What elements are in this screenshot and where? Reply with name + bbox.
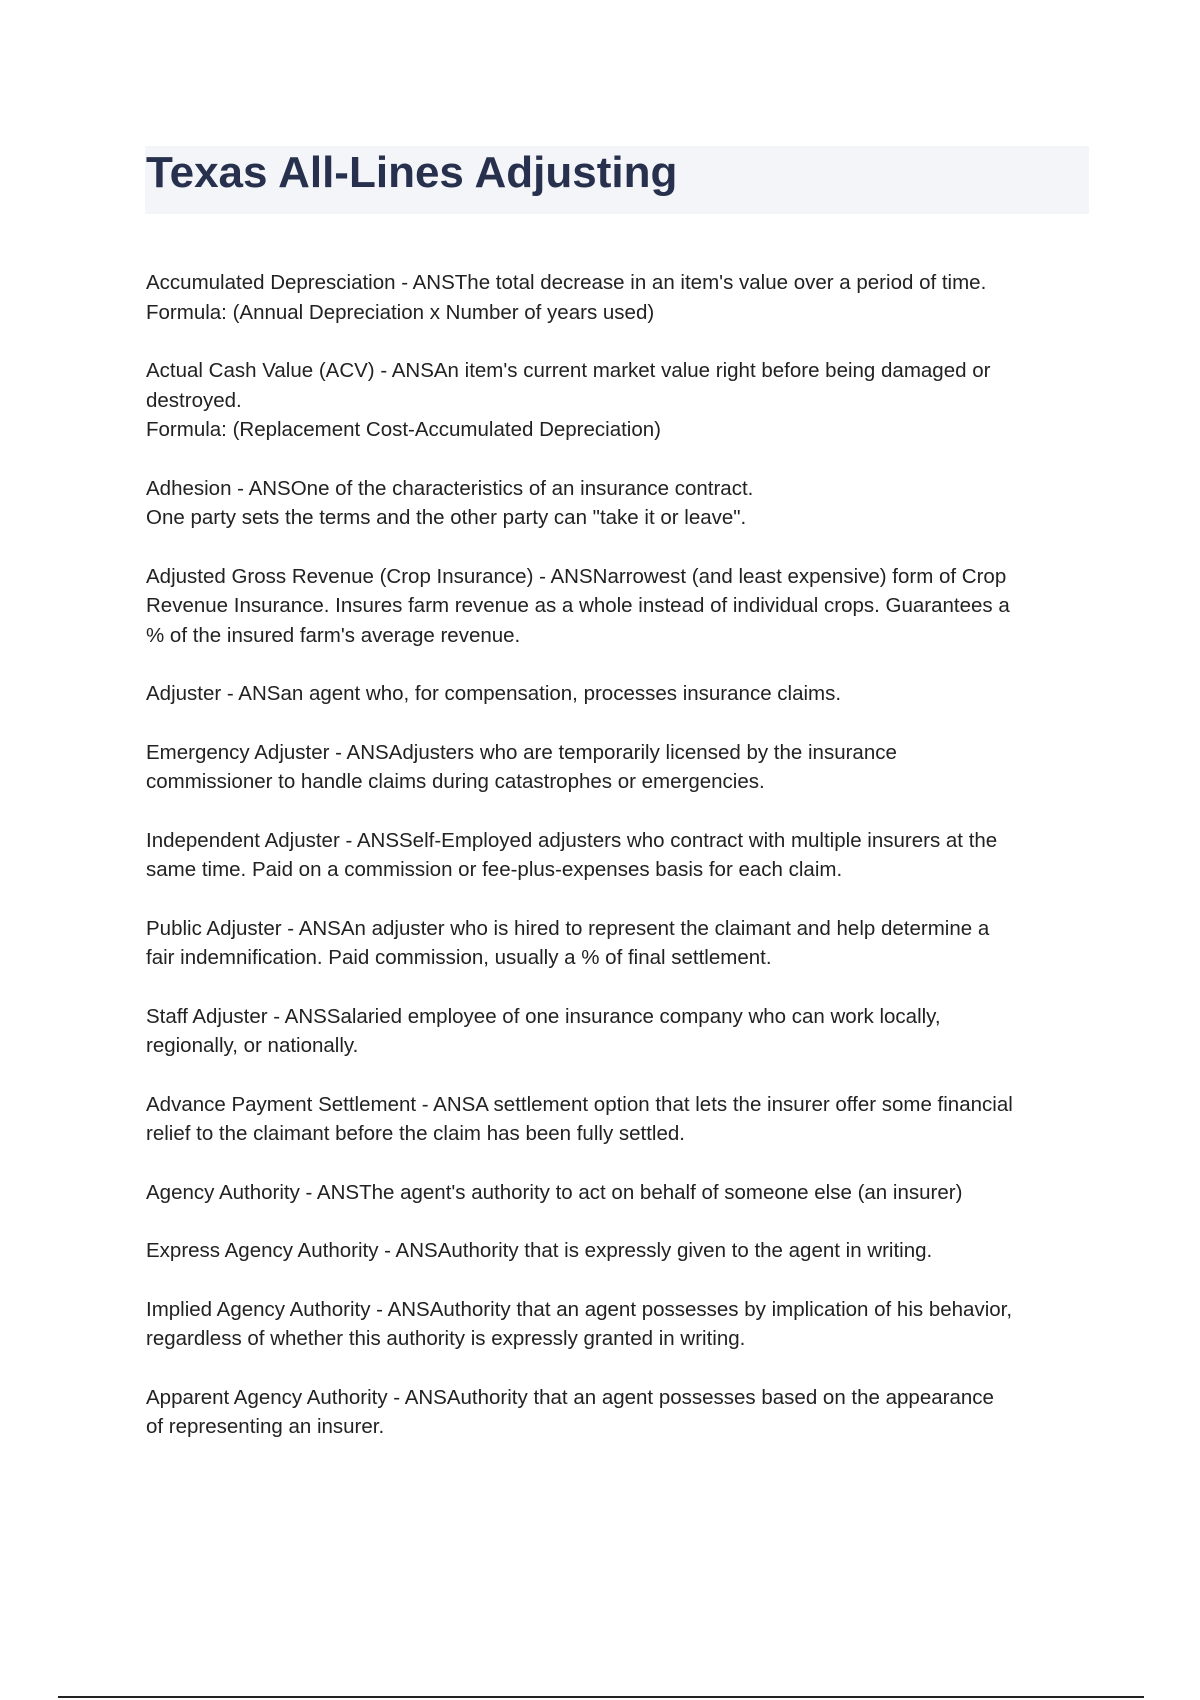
glossary-entry: [146, 826, 1096, 885]
glossary-entry-line: same time. Paid on a commission or fee-plus-expenses basis for each claim.: [146, 858, 843, 881]
glossary-entry: [146, 1002, 1096, 1061]
glossary-entry-line: commissioner to handle claims during catastrophes or emergencies.: [146, 770, 765, 793]
glossary-entry: [146, 914, 1096, 973]
glossary-entry-line: Apparent Agency Authority - ANSAuthority that an agent possesses based on the appearance: [146, 1385, 994, 1409]
glossary-entry-line: Staff Adjuster - ANSSalaried employee of one insurance company who can work locally,: [146, 1004, 941, 1028]
glossary-entry-line: Public Adjuster - ANSAn adjuster who is hired to represent the claimant and help determine a: [146, 916, 990, 940]
glossary-entry-line: Adhesion - ANSOne of the characteristics of an insurance contract.: [146, 476, 754, 500]
glossary-entry-line: Accumulated Depresciation - ANSThe total decrease in an item's value over a period of time.: [146, 271, 987, 294]
glossary-list: [146, 268, 1096, 1471]
glossary-entry-line: of representing an insurer.: [146, 1415, 385, 1438]
glossary-entry: [146, 1236, 1096, 1266]
glossary-entry-line: regionally, or nationally.: [146, 1034, 359, 1057]
glossary-entry-line: Adjusted Gross Revenue (Crop Insurance) - ANSNarrowest (and least expensive) form of Crop: [146, 564, 1007, 588]
glossary-entry-line: % of the insured farm's average revenue.: [146, 623, 521, 647]
glossary-entry: [146, 1383, 1096, 1442]
glossary-entry-line: Formula: (Replacement Cost-Accumulated Depreciation): [146, 418, 661, 441]
glossary-entry-line: Implied Agency Authority - ANSAuthority that an agent possesses by implication of his behavior,: [146, 1297, 1013, 1321]
glossary-entry-line: fair indemnification. Paid commission, usually a % of final settlement.: [146, 946, 772, 969]
glossary-entry: [146, 1295, 1096, 1354]
glossary-entry-line: Advance Payment Settlement - ANSA settlement option that lets the insurer offer some financial: [146, 1092, 1013, 1116]
glossary-entry-line: One party sets the terms and the other party can "take it or leave".: [146, 506, 747, 529]
glossary-entry: [146, 474, 1096, 533]
glossary-entry-line: Adjuster - ANSan agent who, for compensation, processes insurance claims.: [146, 682, 842, 705]
glossary-entry: [146, 268, 1096, 327]
glossary-entry-line: Agency Authority - ANSThe agent's authority to act on behalf of someone else (an insurer): [146, 1180, 963, 1204]
glossary-entry-line: Emergency Adjuster - ANSAdjusters who are temporarily licensed by the insurance: [146, 740, 897, 764]
glossary-entry: [146, 1178, 1096, 1208]
document-title: Texas All-Lines Adjusting: [146, 148, 678, 197]
glossary-entry: [146, 738, 1096, 797]
glossary-entry-line: Express Agency Authority - ANSAuthority that is expressly given to the agent in writing.: [146, 1239, 933, 1262]
glossary-entry-line: Actual Cash Value (ACV) - ANSAn item's current market value right before being damaged or: [146, 359, 991, 382]
glossary-entry-line: regardless of whether this authority is expressly granted in writing.: [146, 1327, 746, 1350]
glossary-entry-line: Independent Adjuster - ANSSelf-Employed adjusters who contract with multiple insurers at the: [146, 828, 998, 852]
page-bottom-rule: [58, 1696, 1144, 1698]
glossary-entry: [146, 356, 1096, 445]
glossary-entry: [146, 562, 1096, 651]
glossary-entry-line: Revenue Insurance. Insures farm revenue as a whole instead of individual crops. Guarantees a: [146, 594, 1010, 617]
glossary-entry-line: Formula: (Annual Depreciation x Number of years used): [146, 300, 655, 324]
glossary-entry-line: destroyed.: [146, 388, 242, 412]
glossary-entry: [146, 679, 1096, 709]
glossary-entry-line: relief to the claimant before the claim has been fully settled.: [146, 1122, 685, 1145]
glossary-entry: [146, 1090, 1096, 1149]
